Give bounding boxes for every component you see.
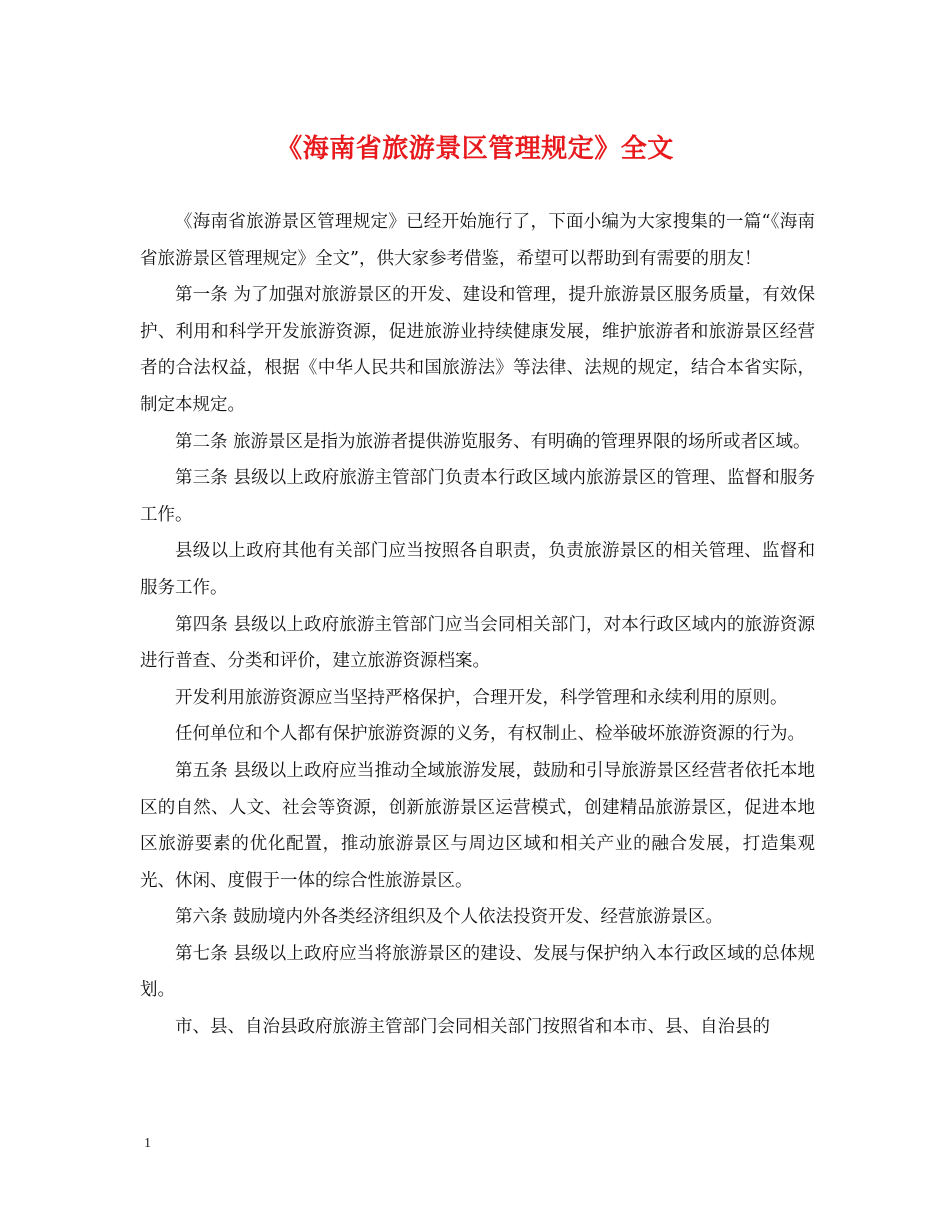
paragraph-article-4-clause-2: 任何单位和个人都有保护旅游资源的义务，有权制止、检举破坏旅游资源的行为。 xyxy=(175,724,805,745)
paragraph-article-6: 第六条 鼓励境内外各类经济组织及个人依法投资开发、经营旅游景区。 xyxy=(175,907,724,928)
paragraph-article-2: 第二条 旅游景区是指为旅游者提供游览服务、有明确的管理界限的场所或者区域。 xyxy=(175,431,811,452)
page-number: 1 xyxy=(144,1136,151,1151)
document-title: 《海南省旅游景区管理规定》全文 xyxy=(276,134,674,164)
paragraph-article-7-clause: 市、县、自治县政府旅游主管部门会同相关部门按照省和本市、县、自治县的 xyxy=(175,1017,770,1038)
paragraph-intro: 《海南省旅游景区管理规定》已经开始施行了，下面小编为大家搜集的一篇“《海南省旅游景区管理规定》全文”，供大家参考借鉴，希望可以帮助到有需要的朋友！ xyxy=(140,212,815,269)
paragraph-article-3: 第三条 县级以上政府旅游主管部门负责本行政区域内旅游景区的管理、监督和服务工作。 xyxy=(140,468,815,525)
paragraph-article-4: 第四条 县级以上政府旅游主管部门应当会同相关部门，对本行政区域内的旅游资源进行普查、分类和评价，建立旅游资源档案。 xyxy=(140,614,815,672)
paragraph-article-1: 第一条 为了加强对旅游景区的开发、建设和管理，提升旅游景区服务质量，有效保护、利用和科学开发旅游资源，促进旅游业持续健康发展，维护旅游者和旅游景区经营者的合法权益，根据《中华人民共和国旅游法》等法律、法规的规定，结合本省实际，制定本规定。 xyxy=(140,285,815,415)
paragraph-article-4-clause-1: 开发利用旅游资源应当坚持严格保护，合理开发，科学管理和永续利用的原则。 xyxy=(175,687,788,708)
paragraph-article-3-clause: 县级以上政府其他有关部门应当按照各自职责，负责旅游景区的相关管理、监督和服务工作。 xyxy=(140,541,815,598)
document-body xyxy=(140,204,815,1046)
paragraph-article-7: 第七条 县级以上政府应当将旅游景区的建设、发展与保护纳入本行政区域的总体规划。 xyxy=(140,943,815,1001)
paragraph-article-5: 第五条 县级以上政府应当推动全域旅游发展，鼓励和引导旅游景区经营者依托本地区的自然、人文、社会等资源，创新旅游景区运营模式，创建精品旅游景区，促进本地区旅游要素的优化配置，推动旅游景区与周边区域和相关产业的融合发展，打造集观光、休闲、度假于一体的综合性旅游景区。 xyxy=(140,760,815,891)
